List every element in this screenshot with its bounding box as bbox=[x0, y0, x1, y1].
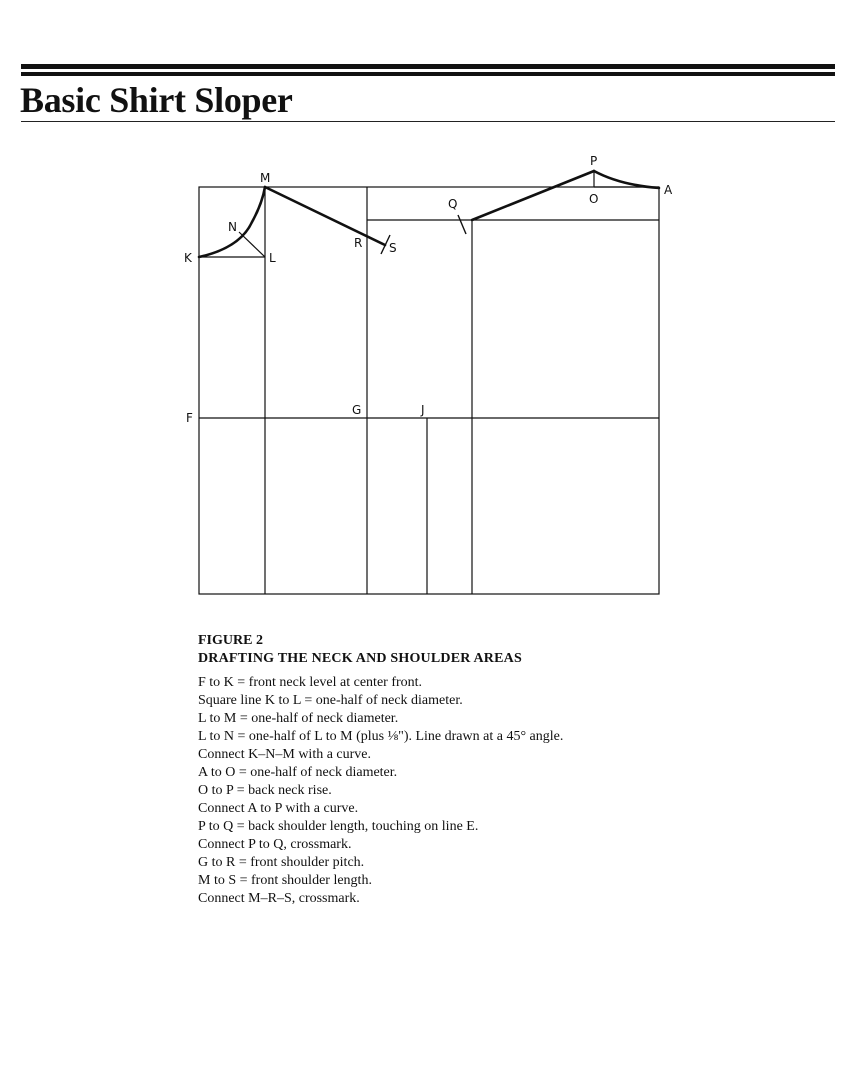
step-item: O to P = back neck rise. bbox=[198, 783, 332, 798]
label-j: J bbox=[421, 403, 425, 417]
header-rule-thick-bottom bbox=[21, 72, 835, 76]
step-item: G to R = front shoulder pitch. bbox=[198, 855, 365, 870]
figure-title: DRAFTING THE NECK AND SHOULDER AREAS bbox=[198, 651, 522, 666]
page-title: Basic Shirt Sloper bbox=[20, 80, 293, 120]
label-k: K bbox=[184, 251, 192, 265]
step-item: Connect A to P with a curve. bbox=[198, 801, 359, 816]
crossmark-q bbox=[458, 215, 466, 234]
step-item: Connect M–R–S, crossmark. bbox=[198, 891, 360, 906]
step-item: Connect P to Q, crossmark. bbox=[198, 837, 352, 852]
back-neck-curve bbox=[594, 171, 659, 188]
label-l: L bbox=[269, 251, 276, 265]
figure-caption bbox=[198, 632, 758, 908]
step-item: Connect K–N–M with a curve. bbox=[198, 747, 372, 762]
step-item: P to Q = back shoulder length, touching on line E. bbox=[198, 819, 479, 834]
label-m: M bbox=[260, 171, 271, 185]
step-item: F to K = front neck level at center front. bbox=[198, 675, 423, 690]
label-p: P bbox=[590, 154, 598, 168]
label-a: A bbox=[664, 183, 673, 197]
label-o: O bbox=[589, 192, 599, 206]
header-rule-thick-top bbox=[21, 64, 835, 69]
label-n: N bbox=[228, 220, 237, 234]
drafting-steps bbox=[198, 674, 758, 908]
draft-frame bbox=[199, 187, 659, 594]
step-item: M to S = front shoulder length. bbox=[198, 873, 372, 888]
back-shoulder-line bbox=[472, 171, 594, 220]
label-f: F bbox=[186, 411, 193, 425]
figure-number: FIGURE 2 bbox=[198, 633, 263, 648]
label-s: S bbox=[389, 241, 397, 255]
step-item: L to N = one-half of L to M (plus ⅛"). Line drawn at a 45° angle. bbox=[198, 729, 564, 744]
header-rule-thin bbox=[21, 121, 835, 122]
label-g: G bbox=[352, 403, 362, 417]
label-q: Q bbox=[448, 197, 458, 211]
step-item: Square line K to L = one-half of neck diameter. bbox=[198, 693, 463, 708]
shirt-sloper-diagram bbox=[170, 150, 700, 610]
step-item: L to M = one-half of neck diameter. bbox=[198, 711, 399, 726]
step-item: A to O = one-half of neck diameter. bbox=[198, 765, 398, 780]
label-r: R bbox=[354, 236, 363, 250]
